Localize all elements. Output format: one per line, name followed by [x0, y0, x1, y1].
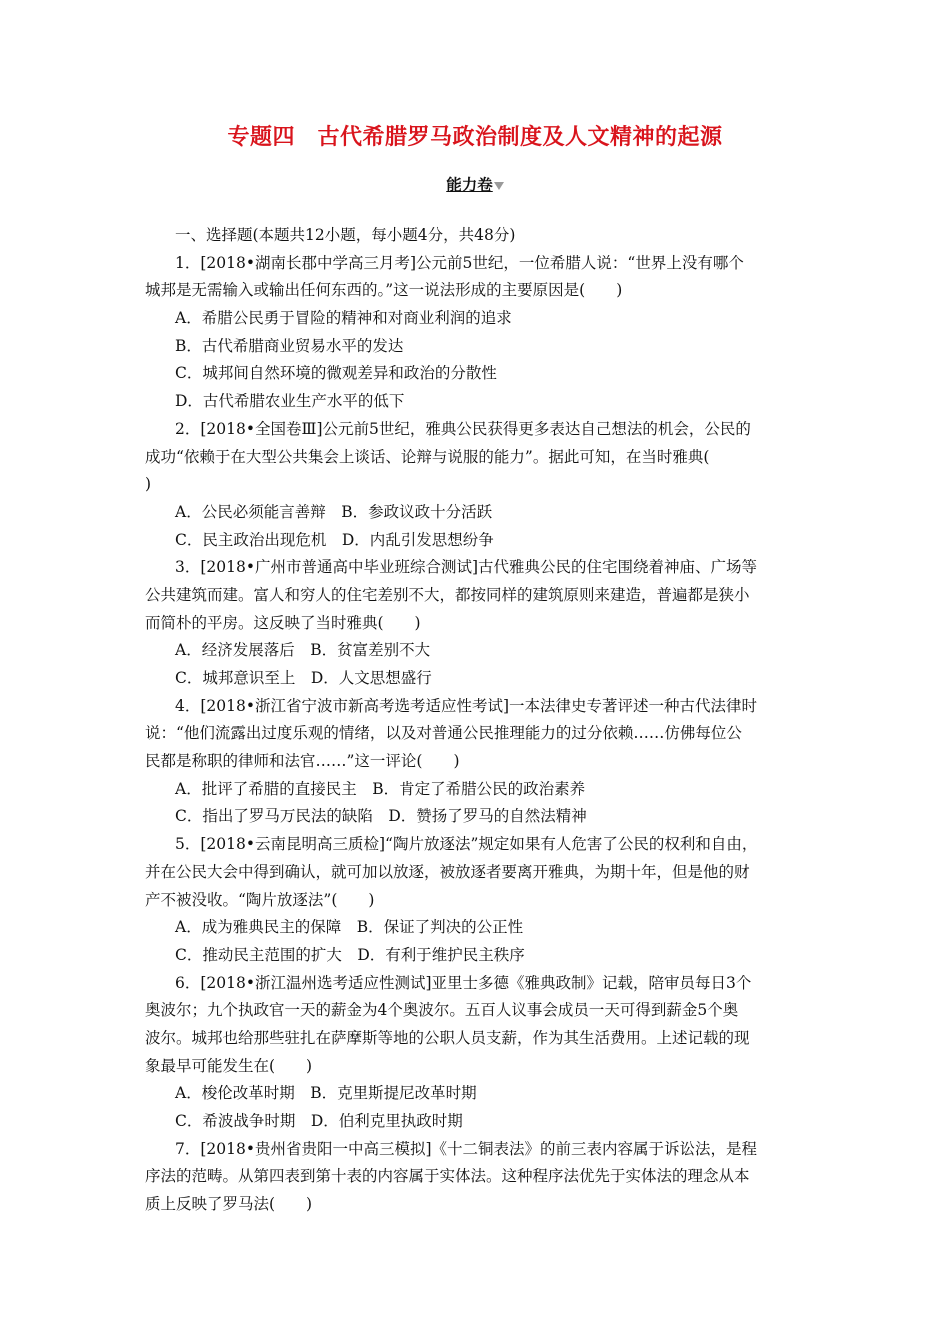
option-line: A．公民必须能言善辩 B．参政议政十分活跃: [175, 502, 493, 521]
question-3: [145, 554, 805, 692]
question-stem-line: 1．[2018•湖南长郡中学高三月考]公元前5世纪，一位希腊人说：“世界上没有哪个: [175, 253, 744, 272]
question-stem-line: 2．[2018•全国卷Ⅲ]公元前5世纪，雅典公民获得更多表达自己想法的机会，公民的: [175, 419, 751, 438]
option-line: C．民主政治出现危机 D．内乱引发思想纷争: [175, 530, 494, 549]
question-stem-line: 而简朴的平房。这反映了当时雅典( ): [145, 613, 421, 632]
question-stem-line: 4．[2018•浙江省宁波市新高考选考适应性考试]一本法律史专著评述一种古代法律时: [175, 696, 758, 715]
option-line: A．希腊公民勇于冒险的精神和对商业利润的追求: [175, 309, 512, 328]
question-stem-line: 质上反映了罗马法( ): [145, 1195, 313, 1214]
option-line: C．希波战争时期 D．伯利克里执政时期: [175, 1112, 463, 1130]
option-line: C．指出了罗马万民法的缺陷 D．赞扬了罗马的自然法精神: [175, 807, 587, 826]
question-stem-line: 5．[2018•云南昆明高三质检]“陶片放逐法”规定如果有人危害了公民的权利和自由，: [175, 835, 758, 854]
question-stem-line: 并在公民大会中得到确认，就可加以放逐，被放逐者要离开雅典，为期十年，但是他的财: [145, 862, 750, 881]
option-line: A．成为雅典民主的保障 B．保证了判决的公正性: [175, 918, 524, 937]
question-stem-line: 序法的范畴。从第四表到第十表的内容属于实体法。这种程序法优先于实体法的理念从本: [145, 1167, 750, 1186]
question-stem-line: 6．[2018•浙江温州选考适应性测试]亚里士多德《雅典政制》记载，陪审员每日3个: [175, 973, 752, 992]
option-line: B．古代希腊商业贸易水平的发达: [175, 336, 404, 355]
question-list: [145, 222, 805, 1219]
option-line: A．批评了希腊的直接民主 B．肯定了希腊公民的政治素养: [175, 779, 586, 798]
question-stem-line: 公共建筑而建。富人和穷人的住宅差别不大，都按同样的建筑原则来建造，普遍都是狭小: [145, 585, 750, 604]
subtitle-row: [0, 173, 950, 195]
section-heading: 一、选择题(本题共12小题，每小题4分，共48分): [175, 226, 516, 244]
option-line: C．城邦间自然环境的微观差异和政治的分散性: [175, 364, 497, 383]
question-4: [145, 693, 805, 831]
question-stem-line: 3．[2018•广州市普通高中毕业班综合测试]古代雅典公民的住宅围绕着神庙、广场等: [175, 558, 758, 577]
page-title: 专题四 古代希腊罗马政治制度及人文精神的起源: [227, 125, 723, 150]
question-stem-line: 成功“依赖于在大型公共集会上谈话、论辩与说服的能力”。据此可知，在当时雅典(: [145, 447, 710, 466]
question-2: [145, 416, 805, 554]
option-line: A．经济发展落后 B．贫富差别不大: [175, 641, 431, 660]
question-stem-line: 民都是称职的律师和法官……”这一评论( ): [145, 752, 460, 771]
option-line: C．城邦意识至上 D．人文思想盛行: [175, 669, 432, 687]
question-stem-line: 象最早可能发生在( ): [145, 1056, 313, 1075]
option-line: C．推动民主范围的扩大 D．有利于维护民主秩序: [175, 945, 525, 964]
page-subtitle: 能力卷: [446, 176, 493, 194]
option-line: A．梭伦改革时期 B．克里斯提尼改革时期: [175, 1084, 477, 1103]
question-6: [145, 970, 805, 1136]
question-5: [145, 831, 805, 969]
question-stem-line: 产不被没收。“陶片放逐法”( ): [145, 890, 375, 909]
question-stem-line: 城邦是无需输入或输出任何东西的。”这一说法形成的主要原因是( ): [145, 281, 623, 300]
question-stem-line: 波尔。城邦也给那些驻扎在萨摩斯等地的公职人员支薪，作为其生活费用。上述记载的现: [145, 1028, 750, 1047]
question-stem-line: ): [145, 475, 152, 494]
question-stem-line: 7．[2018•贵州省贵阳一中高三模拟]《十二铜表法》的前三表内容属于诉讼法，是程: [175, 1139, 758, 1158]
triangle-down-icon: [494, 182, 504, 190]
question-stem-line: 说：“他们流露出过度乐观的情绪，以及对普通公民推理能力的过分依赖……仿佛每位公: [145, 724, 742, 743]
question-1: [145, 250, 805, 416]
question-7: [145, 1136, 805, 1219]
option-line: D．古代希腊农业生产水平的低下: [175, 392, 405, 411]
question-stem-line: 奥波尔；九个执政官一天的薪金为4个奥波尔。五百人议事会成员一天可得到薪金5个奥: [145, 1001, 739, 1020]
